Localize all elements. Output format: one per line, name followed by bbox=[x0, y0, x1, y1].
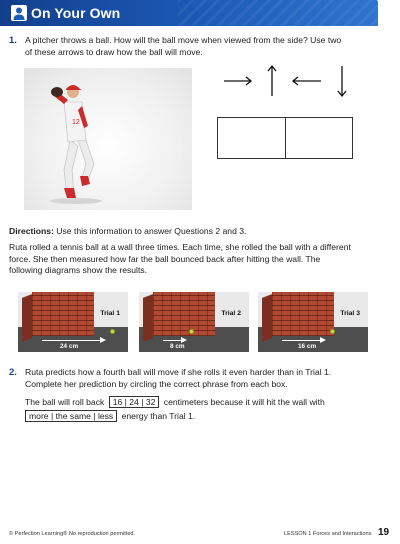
intro-line-2: force. She then measured how far the ball bounced back after hitting the wall. The bbox=[9, 253, 321, 264]
prediction-sentence-2 bbox=[25, 410, 195, 422]
pitcher-photo bbox=[24, 68, 192, 210]
distance-arrow-line bbox=[163, 340, 183, 341]
intro-line-1: Ruta rolled a tennis ball at a wall three times. Each time, she rolled the ball with a different bbox=[9, 242, 351, 252]
distance-choice-box[interactable]: 16 | 24 | 32 bbox=[109, 396, 160, 408]
question-2-text bbox=[25, 367, 331, 390]
question-1-line-1: A pitcher throws a ball. How will the ball move when viewed from the side? Use two bbox=[25, 35, 342, 45]
tennis-ball bbox=[330, 329, 335, 334]
trial-label: Trial 3 bbox=[340, 310, 360, 317]
brick-wall bbox=[153, 292, 215, 336]
directions-label: Directions: bbox=[9, 226, 54, 236]
trial-distance: 24 cm bbox=[60, 343, 79, 350]
arrow-choices bbox=[222, 64, 352, 98]
directions bbox=[9, 226, 246, 236]
footer-copyright: © Perfection Learning® No reproduction permitted. bbox=[9, 531, 136, 537]
answer-box[interactable] bbox=[217, 117, 353, 159]
tennis-ball bbox=[189, 329, 194, 334]
trial-3-diagram bbox=[258, 292, 368, 352]
sentence-1-start: The ball will roll back bbox=[25, 397, 105, 407]
energy-choice-box[interactable]: more | the same | less bbox=[25, 410, 117, 422]
jersey-number: 12 bbox=[72, 119, 80, 126]
arrow-head-icon bbox=[100, 337, 106, 343]
question-2-number: 2. bbox=[9, 367, 17, 378]
arrow-head-icon bbox=[320, 337, 326, 343]
sentence-2-end: energy than Trial 1. bbox=[121, 411, 196, 421]
brick-wall bbox=[272, 292, 334, 336]
trial-label: Trial 1 bbox=[100, 310, 120, 317]
question-1-number: 1. bbox=[9, 35, 17, 46]
sentence-1-end: centimeters because it will hit the wall with bbox=[163, 397, 325, 407]
prediction-sentence-1 bbox=[25, 396, 325, 408]
distance-arrow-line bbox=[282, 340, 322, 341]
trial-distance: 16 cm bbox=[298, 343, 317, 350]
trial-1-diagram bbox=[18, 292, 128, 352]
trial-distance: 8 cm bbox=[170, 343, 185, 350]
down-arrow-icon bbox=[338, 66, 346, 96]
wall-side bbox=[262, 294, 272, 342]
up-arrow-icon bbox=[268, 66, 276, 96]
banner-texture bbox=[178, 0, 378, 26]
pitcher-illustration bbox=[24, 68, 192, 210]
person-icon bbox=[11, 5, 27, 21]
answer-box-divider bbox=[285, 118, 286, 158]
intro-paragraph bbox=[9, 242, 351, 277]
wall-side bbox=[143, 294, 153, 342]
question-2-line-2: Complete her prediction by circling the correct phrase from each box. bbox=[25, 378, 288, 389]
directions-text: Use this information to answer Questions 2 and 3. bbox=[56, 226, 247, 236]
question-1-line-2: of these arrows to draw how the ball will move. bbox=[25, 46, 203, 57]
brick-wall bbox=[32, 292, 94, 336]
section-banner bbox=[0, 0, 378, 26]
wall-side bbox=[22, 294, 32, 342]
intro-line-3: following diagrams show the results. bbox=[9, 265, 148, 276]
left-arrow-icon bbox=[293, 77, 321, 85]
trial-label: Trial 2 bbox=[221, 310, 241, 317]
footer-lesson: LESSON 1 Forces and Interactions bbox=[284, 531, 372, 537]
trial-2-diagram bbox=[139, 292, 249, 352]
question-1-text bbox=[25, 35, 341, 58]
tennis-ball bbox=[110, 329, 115, 334]
question-2-line-1: Ruta predicts how a fourth ball will move if she rolls it even harder than in Trial 1. bbox=[25, 367, 332, 377]
page-number: 19 bbox=[378, 527, 390, 538]
banner-title: On Your Own bbox=[31, 5, 121, 21]
right-arrow-icon bbox=[224, 77, 251, 85]
distance-arrow-line bbox=[42, 340, 102, 341]
